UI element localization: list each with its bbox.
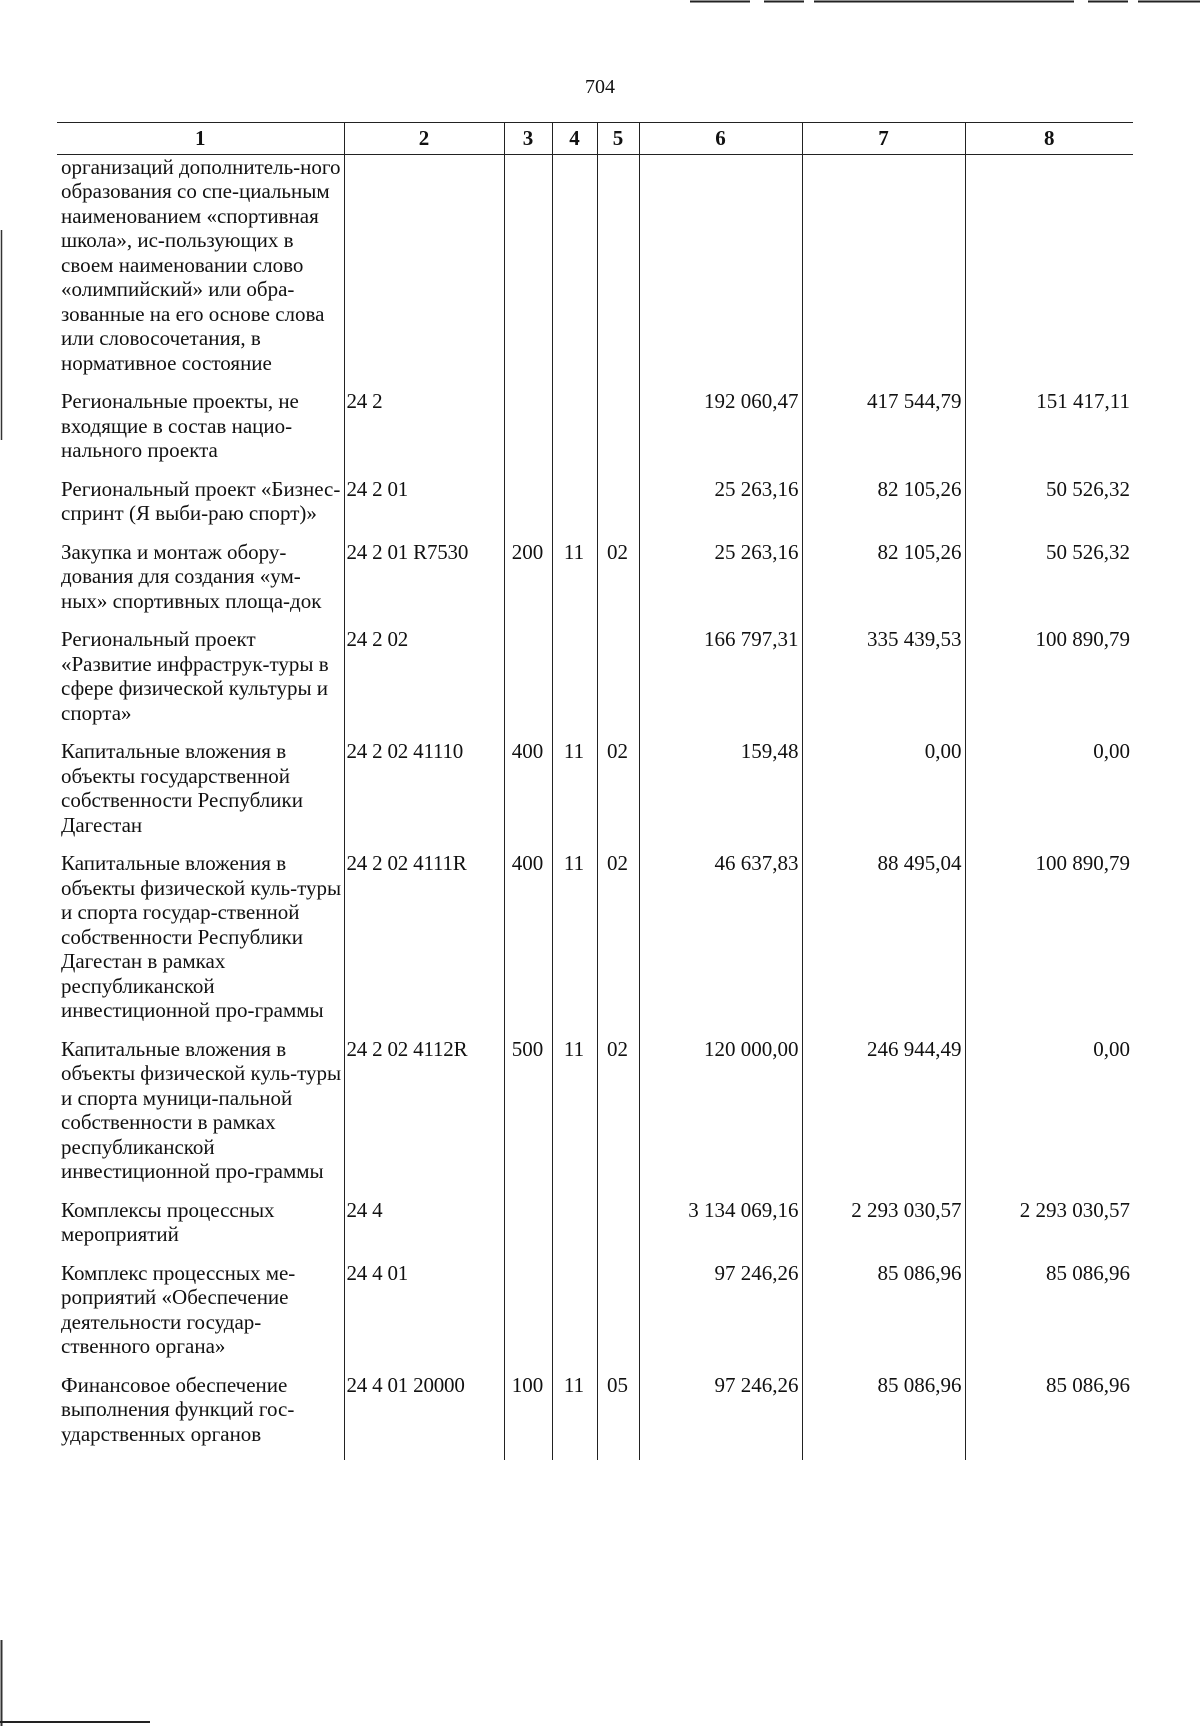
row-name: Региональный проект «Бизнес-спринт (Я выби-раю спорт)» [61,476,341,525]
row-col3 [504,627,552,739]
row-value-6: 25 263,16 [639,477,802,540]
row-col3 [504,477,552,540]
row-name: Комплексы процессных мероприятий [61,1197,275,1246]
col-header-4: 4 [552,123,597,155]
row-col3: 100 [504,1373,552,1461]
row-name: Капитальные вложения в объекты физической куль-туры и спорта муници-пальной собственности в рамках республиканской инвестиционной про-граммы [61,1036,342,1183]
row-name: Капитальные вложения в объекты физической куль-туры и спорта государ-ственной собственности Республики Дагестан в рамках республиканской инвестиционной про-граммы [61,851,342,1022]
row-value-8: 0,00 [965,739,1133,851]
row-name: Комплекс процессных ме-роприятий «Обеспечение деятельности государ-ственного органа» [61,1260,296,1358]
row-name: Региональные проекты, не входящие в состав нацио-нального проекта [61,389,299,462]
row-value-6: 3 134 069,16 [639,1198,802,1261]
row-col4 [552,1198,597,1261]
row-name: Капитальные вложения в объекты государственной собственности Республики Дагестан [61,739,303,837]
row-value-8: 50 526,32 [965,477,1133,540]
table-row [57,540,1133,628]
row-col5: 02 [597,540,639,628]
row-col3: 400 [504,851,552,1037]
row-value-7: 0,00 [802,739,965,851]
row-col3: 400 [504,739,552,851]
row-col3 [504,1261,552,1373]
col-header-5: 5 [597,123,639,155]
row-value-6: 25 263,16 [639,540,802,628]
table-row [57,1037,1133,1198]
row-value-7: 85 086,96 [802,1261,965,1373]
row-code: 24 4 01 20000 [344,1373,504,1461]
row-col4 [552,627,597,739]
row-name: организаций дополнитель-ного образования со спе-циальным наименованием «спортивная школа», ис-пользующих в своем наименовании слово «олимпийский» или обра-зованные на его основе слова или словосочетания, в нормативное состояние [61,154,341,375]
col-header-2: 2 [344,123,504,155]
row-col5 [597,477,639,540]
table-row [57,627,1133,739]
row-name: Финансовое обеспечение выполнения функций гос-ударственных органов [61,1372,295,1446]
row-code: 24 2 02 4111R [344,851,504,1037]
row-value-6: 159,48 [639,739,802,851]
row-value-7: 85 086,96 [802,1373,965,1461]
row-col5 [597,389,639,477]
table-row [57,1373,1133,1461]
row-col5: 02 [597,739,639,851]
row-value-8 [965,154,1133,389]
row-code: 24 2 01 [344,477,504,540]
row-value-7: 246 944,49 [802,1037,965,1198]
table-row [57,1198,1133,1261]
row-value-7: 88 495,04 [802,851,965,1037]
row-col4: 11 [552,1373,597,1461]
row-value-7: 335 439,53 [802,627,965,739]
table-row [57,851,1133,1037]
row-value-7: 82 105,26 [802,540,965,628]
row-value-8: 0,00 [965,1037,1133,1198]
row-code: 24 2 01 R7530 [344,540,504,628]
row-value-6: 97 246,26 [639,1261,802,1373]
table-row [57,1261,1133,1373]
row-value-8: 85 086,96 [965,1261,1133,1373]
row-value-6: 166 797,31 [639,627,802,739]
row-value-7 [802,154,965,389]
col-header-1: 1 [57,123,344,155]
col-header-6: 6 [639,123,802,155]
row-col4 [552,389,597,477]
row-col4 [552,154,597,389]
row-col4 [552,1261,597,1373]
row-value-8: 2 293 030,57 [965,1198,1133,1261]
table-row [57,389,1133,477]
row-name: Закупка и монтаж обору-дования для создания «ум-ных» спортивных площа-док [61,539,322,613]
row-col5 [597,1261,639,1373]
row-col4: 11 [552,1037,597,1198]
row-value-7: 417 544,79 [802,389,965,477]
row-col5 [597,154,639,389]
row-col5 [597,1198,639,1261]
col-header-3: 3 [504,123,552,155]
row-value-6 [639,154,802,389]
row-code: 24 2 02 [344,627,504,739]
row-col3: 200 [504,540,552,628]
row-value-7: 2 293 030,57 [802,1198,965,1261]
row-code: 24 4 [344,1198,504,1261]
col-header-8: 8 [965,123,1133,155]
page-number: 704 [585,76,615,98]
table-row [57,477,1133,540]
header-row [57,123,1133,155]
row-code: 24 2 02 4112R [344,1037,504,1198]
row-code: 24 2 [344,389,504,477]
row-col3 [504,389,552,477]
table-row [57,739,1133,851]
row-col3 [504,1198,552,1261]
row-col4: 11 [552,851,597,1037]
row-code [344,154,504,389]
row-value-6: 46 637,83 [639,851,802,1037]
row-col3: 500 [504,1037,552,1198]
row-value-6: 97 246,26 [639,1373,802,1461]
row-value-8: 100 890,79 [965,627,1133,739]
row-value-6: 120 000,00 [639,1037,802,1198]
row-value-8: 50 526,32 [965,540,1133,628]
row-col5: 05 [597,1373,639,1461]
col-header-7: 7 [802,123,965,155]
row-name: Региональный проект «Развитие инфраструк-туры в сфере физической культуры и спорта» [61,627,329,725]
row-col3 [504,154,552,389]
row-col4: 11 [552,540,597,628]
table-row [57,154,1133,389]
row-value-8: 100 890,79 [965,851,1133,1037]
row-code: 24 4 01 [344,1261,504,1373]
row-col5: 02 [597,1037,639,1198]
row-col4: 11 [552,739,597,851]
row-value-8: 85 086,96 [965,1373,1133,1461]
row-code: 24 2 02 41110 [344,739,504,851]
row-col5: 02 [597,851,639,1037]
row-value-8: 151 417,11 [965,389,1133,477]
row-value-7: 82 105,26 [802,477,965,540]
row-value-6: 192 060,47 [639,389,802,477]
row-col4 [552,477,597,540]
budget-table [57,122,1133,1460]
row-col5 [597,627,639,739]
